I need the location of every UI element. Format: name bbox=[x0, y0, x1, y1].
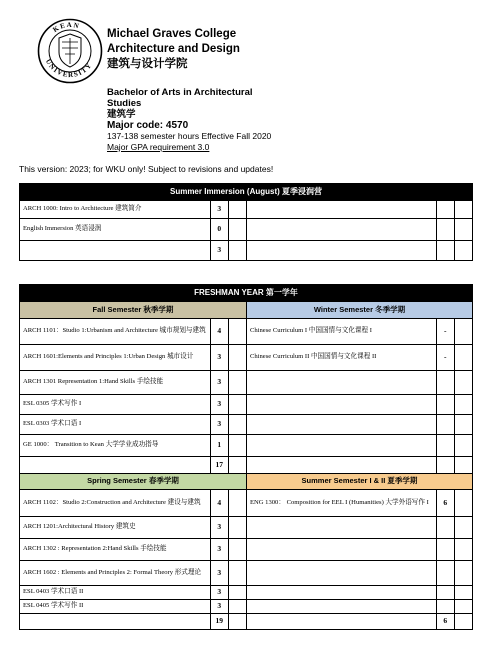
table-row bbox=[20, 371, 473, 395]
total-row bbox=[20, 241, 473, 261]
school-cn: 建筑与设计学院 bbox=[107, 58, 188, 70]
course-credits: 3 bbox=[210, 600, 228, 614]
course-credits: 3 bbox=[210, 415, 228, 435]
program-cn: 建筑学 bbox=[107, 109, 136, 120]
summer-immersion-table bbox=[19, 183, 473, 261]
course-credits: 3 bbox=[210, 561, 228, 586]
table-row bbox=[20, 490, 473, 517]
school-line1: Michael Graves College bbox=[107, 28, 237, 40]
table-row bbox=[20, 345, 473, 371]
course-name: Chinese Curriculum I 中国国情与文化课程 I bbox=[246, 319, 436, 345]
svg-text:KEAN: KEAN bbox=[51, 20, 82, 34]
program-info bbox=[107, 87, 271, 153]
program-line1: Bachelor of Arts in Architectural bbox=[107, 87, 253, 98]
table-row bbox=[20, 319, 473, 345]
course-name: Chinese Curriculum II 中国国情与文化课程 II bbox=[246, 345, 436, 371]
course-name: GE 1000： Transition to Kean 大学学业成功指导 bbox=[20, 435, 211, 457]
course-credits: 0 bbox=[210, 219, 228, 241]
course-name: ESL 0303 学术口语 I bbox=[20, 415, 211, 435]
school-line2: Architecture and Design bbox=[107, 43, 240, 55]
spring-semester-title: Spring Semester 春季学期 bbox=[20, 474, 247, 490]
version-note: This version: 2023; for WKU only! Subject to revisions and updates! bbox=[19, 164, 274, 174]
course-name: ARCH 1102：Studio 2:Construction and Architecture 建设与建筑 bbox=[20, 490, 211, 517]
table-row bbox=[20, 600, 473, 614]
program-line2: Studies bbox=[107, 98, 142, 109]
freshman-year-table bbox=[19, 284, 473, 630]
table-row bbox=[20, 395, 473, 415]
course-name: ESL 0403 学术口语 II bbox=[20, 586, 211, 600]
winter-semester-title: Winter Semester 冬季学期 bbox=[246, 302, 472, 319]
course-name: ENG 1300： Composition for EEL I (Humanities) 大学外语写作 I bbox=[246, 490, 436, 517]
course-credits: 4 bbox=[210, 319, 228, 345]
total-row bbox=[20, 614, 473, 630]
course-credits: 4 bbox=[210, 490, 228, 517]
table-row bbox=[20, 586, 473, 600]
summer-semester-title: Summer Semester I & II 夏季学期 bbox=[246, 474, 472, 490]
course-credits: - bbox=[436, 319, 454, 345]
summer-total: 6 bbox=[436, 614, 454, 630]
freshman-year-title: FRESHMAN YEAR 第一学年 bbox=[20, 285, 473, 302]
major-code: Major code: 4570 bbox=[107, 120, 189, 131]
table-row bbox=[20, 219, 473, 241]
table-row bbox=[20, 201, 473, 219]
total-credits: 3 bbox=[210, 241, 228, 261]
spring-total: 19 bbox=[210, 614, 228, 630]
school-name bbox=[107, 27, 240, 72]
gpa-requirement: Major GPA requirement 3.0 bbox=[107, 142, 210, 152]
course-name: ARCH 1000: Intro to Architecture 建筑简介 bbox=[20, 201, 211, 219]
course-name: ARCH 1302 : Representation 2:Hand Skills 手绘技能 bbox=[20, 539, 211, 561]
kean-university-seal bbox=[37, 18, 103, 84]
table-row bbox=[20, 539, 473, 561]
course-name: English Immersion 英语浸润 bbox=[20, 219, 211, 241]
table-row bbox=[20, 435, 473, 457]
course-credits: 3 bbox=[210, 371, 228, 395]
fall-semester-title: Fall Semester 秋季学期 bbox=[20, 302, 247, 319]
table-row bbox=[20, 415, 473, 435]
svg-text:UNIVERSITY: UNIVERSITY bbox=[43, 57, 94, 80]
table-row bbox=[20, 561, 473, 586]
course-name: ESL 0305 学术写作 I bbox=[20, 395, 211, 415]
semester-hours: 137-138 semester hours Effective Fall 2020 bbox=[107, 131, 272, 141]
table-row bbox=[20, 517, 473, 539]
course-credits: 6 bbox=[436, 490, 454, 517]
fall-total: 17 bbox=[210, 457, 228, 474]
total-row bbox=[20, 457, 473, 474]
course-name: ESL 0405 学术写作 II bbox=[20, 600, 211, 614]
course-name: ARCH 1601:Elements and Principles 1:Urban Design 城市设计 bbox=[20, 345, 211, 371]
course-credits: 3 bbox=[210, 201, 228, 219]
course-credits: 3 bbox=[210, 345, 228, 371]
course-name: ARCH 1101：Studio 1:Urbanism and Architecture 城市规划与建筑 bbox=[20, 319, 211, 345]
course-credits: 3 bbox=[210, 395, 228, 415]
course-credits: 1 bbox=[210, 435, 228, 457]
course-name: ARCH 1301 Representation 1:Hand Skills 手绘技能 bbox=[20, 371, 211, 395]
course-credits: 3 bbox=[210, 539, 228, 561]
course-name: ARCH 1602 : Elements and Principles 2: Formal Theory 形式理论 bbox=[20, 561, 211, 586]
course-credits: 3 bbox=[210, 586, 228, 600]
course-credits: 3 bbox=[210, 517, 228, 539]
course-credits: - bbox=[436, 345, 454, 371]
course-name: ARCH 1201:Architectural History 建筑史 bbox=[20, 517, 211, 539]
summer-immersion-title: Summer Immersion (August) 夏季浸润营 bbox=[20, 184, 473, 201]
